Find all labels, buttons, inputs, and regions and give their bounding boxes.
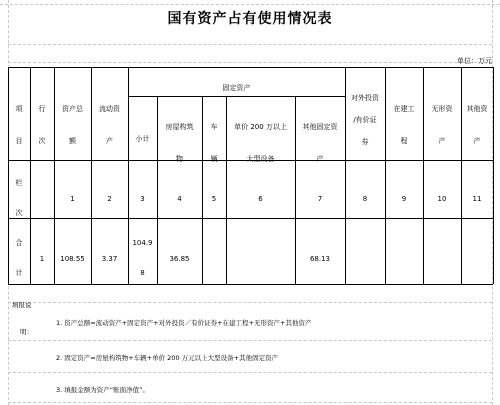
note-item: 3. 填报金额为资产“账面净值”。 (56, 386, 150, 394)
header-large-equipment: 单价 200 万以上 大型设备 (234, 123, 287, 163)
column-number: 4 (177, 195, 182, 203)
header-intangible: 无形资 产 (431, 105, 453, 145)
header-item: 项 目 (15, 105, 23, 145)
header-investments: 对外投资 /有价证 券 (351, 94, 379, 146)
column-number: 11 (472, 195, 482, 203)
column-number: 6 (258, 195, 263, 203)
unit-label: 单位：万元 (457, 57, 492, 65)
header-fixed-assets: 固定资产 (222, 84, 251, 92)
page-title: 国有资产占有使用情况表 (167, 11, 333, 27)
note-item: 1. 资产总额=流动资产+固定资产+对外投资／有价证券+在建工程+无形资产+其他资产 (56, 319, 312, 327)
header-subtotal: 小计 (135, 135, 150, 143)
header-construction: 在建工 程 (393, 105, 415, 145)
header-current-assets: 流动资 产 (99, 105, 120, 145)
column-number: 8 (362, 195, 368, 203)
column-number: 5 (211, 195, 217, 203)
column-number: 3 (140, 195, 145, 203)
header-other-fixed: 其他固定资 产 (302, 123, 338, 163)
total-row-number: 1 (39, 255, 45, 263)
other-fixed-value: 68.13 (309, 255, 331, 263)
column-number: 10 (437, 195, 447, 203)
column-row-label: 栏 次 (15, 179, 23, 217)
buildings-value: 36.85 (169, 255, 190, 263)
notes-label: 填报说 明： (12, 301, 33, 336)
column-number: 2 (107, 195, 112, 203)
column-number: 9 (401, 195, 407, 203)
header-row-no: 行 次 (38, 105, 46, 145)
total-row-label: 合 计 (15, 239, 23, 277)
current-assets-value: 3.37 (101, 255, 118, 263)
fixed-subtotal-value: 104.9 8 (132, 239, 153, 277)
total-assets-value: 108.55 (60, 255, 85, 263)
column-number: 1 (70, 195, 75, 203)
note-item: 2. 固定资产=房屋构筑物+车辆+单价 200 万元以上大型设备+其他固定资产 (56, 354, 279, 362)
header-buildings: 房屋构筑 物 (165, 123, 194, 163)
header-other-assets: 其他资 产 (466, 105, 488, 145)
header-vehicles: 车 辆 (210, 123, 218, 163)
header-total-assets: 资产总 额 (62, 105, 83, 145)
column-number: 7 (317, 195, 323, 203)
